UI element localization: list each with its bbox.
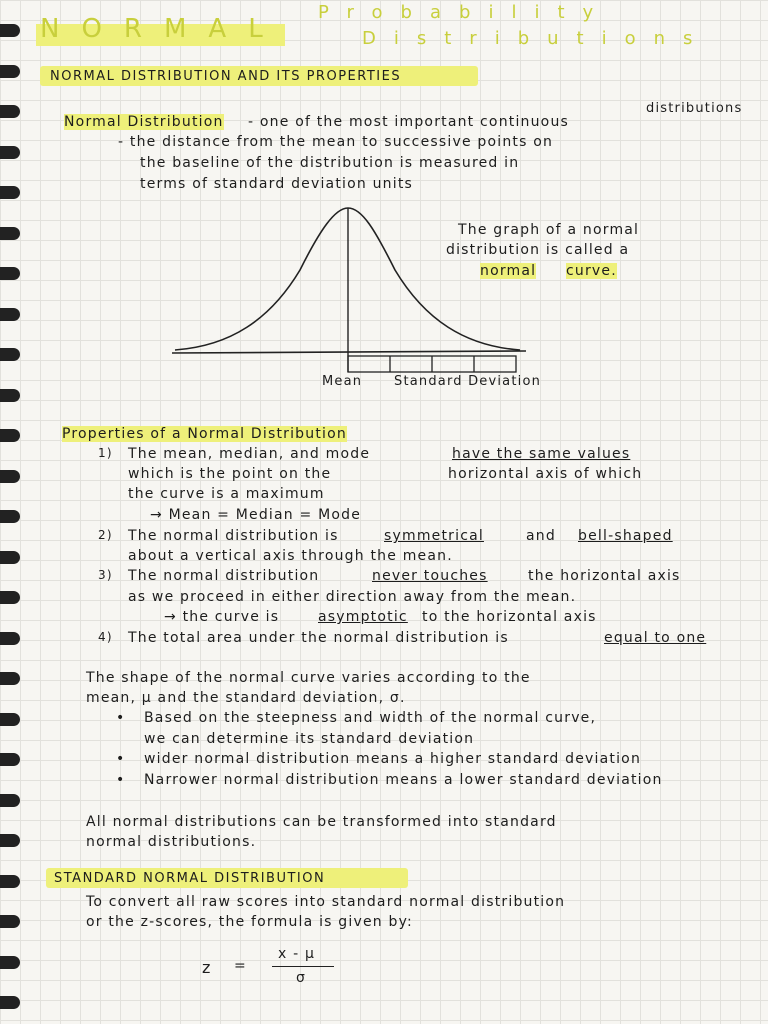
formula-equals: =: [234, 958, 247, 974]
spiral-ring: [0, 996, 20, 1009]
property-3-line3c: to the horizontal axis: [422, 609, 597, 625]
property-1-line2a: which is the point on the: [128, 466, 332, 482]
spiral-ring: [0, 834, 20, 847]
property-3-line1b: never touches: [372, 568, 488, 584]
graph-note-curve: curve.: [566, 263, 617, 279]
property-2-line2: about a vertical axis through the mean.: [128, 548, 453, 564]
property-1-line1b: have the same values: [452, 446, 631, 462]
spiral-ring: [0, 632, 20, 645]
shape-line1: The shape of the normal curve varies according to the: [86, 670, 531, 686]
formula-fraction-bar: [272, 966, 334, 967]
spiral-ring: [0, 713, 20, 726]
spiral-ring: [0, 551, 20, 564]
definition-line4: terms of standard deviation units: [140, 176, 414, 192]
property-4-line1b: equal to one: [604, 630, 707, 646]
formula-z: z: [202, 958, 212, 977]
page-title-distributions: Distributions: [362, 28, 711, 49]
spiral-ring: [0, 510, 20, 523]
spiral-ring: [0, 753, 20, 766]
property-2-line1a: The normal distribution is: [128, 528, 339, 544]
shape-line2: mean, μ and the standard deviation, σ.: [86, 690, 406, 706]
property-4-line1a: The total area under the normal distribution is: [128, 630, 509, 646]
property-3-line2: as we proceed in either direction away from the mean.: [128, 589, 577, 605]
spiral-ring: [0, 227, 20, 240]
spiral-ring: [0, 24, 20, 37]
formula-denominator: σ: [296, 970, 307, 986]
section-heading-standard-normal: STANDARD NORMAL DISTRIBUTION: [54, 871, 326, 886]
curve-label-sd: Standard Deviation: [394, 374, 542, 389]
page-title-normal: NORMAL: [40, 14, 285, 44]
convert-line2: or the z-scores, the formula is given by:: [86, 914, 413, 930]
spiral-ring: [0, 672, 20, 685]
property-1-line1a: The mean, median, and mode: [128, 446, 371, 462]
spiral-ring: [0, 794, 20, 807]
formula-numerator: x - μ: [278, 946, 316, 962]
graph-note-normal: normal: [480, 263, 537, 279]
curve-label-mean: Mean: [322, 374, 363, 389]
property-1-line4: → Mean = Median = Mode: [150, 507, 362, 523]
property-3-line3b: asymptotic: [318, 609, 408, 625]
convert-line1: To convert all raw scores into standard normal distribution: [86, 894, 566, 910]
definition-term: Normal Distribution: [64, 114, 224, 130]
shape-bullet2-dot: •: [116, 751, 126, 767]
property-3-line1a: The normal distribution: [128, 568, 320, 584]
shape-bullet3: Narrower normal distribution means a lower standard deviation: [144, 772, 663, 788]
property-2-line1b: symmetrical: [384, 528, 484, 544]
property-2-number: 2): [98, 528, 113, 542]
property-3-number: 3): [98, 568, 113, 582]
definition-line1: - one of the most important continuous: [248, 114, 570, 130]
properties-heading: Properties of a Normal Distribution: [62, 426, 347, 442]
property-3-line1c: the horizontal axis: [528, 568, 681, 584]
spiral-ring: [0, 186, 20, 199]
transform-line1: All normal distributions can be transformed into standard: [86, 814, 557, 830]
shape-bullet2: wider normal distribution means a higher standard deviation: [144, 751, 642, 767]
shape-bullet1-a: Based on the steepness and width of the normal curve,: [144, 710, 597, 726]
spiral-ring: [0, 875, 20, 888]
shape-bullet1-b: we can determine its standard deviation: [144, 731, 475, 747]
spiral-ring: [0, 470, 20, 483]
baseline-axis: [172, 351, 526, 353]
spiral-ring: [0, 915, 20, 928]
shape-bullet1-dot: •: [116, 710, 126, 726]
property-1-line2b: horizontal axis of which: [448, 466, 643, 482]
section-heading-properties: NORMAL DISTRIBUTION AND ITS PROPERTIES: [50, 69, 402, 84]
spiral-ring: [0, 65, 20, 78]
spiral-ring: [0, 389, 20, 402]
spiral-ring: [0, 956, 20, 969]
spiral-ring: [0, 105, 20, 118]
property-1-line3: the curve is a maximum: [128, 486, 325, 502]
property-1-number: 1): [98, 446, 113, 460]
spiral-ring: [0, 267, 20, 280]
transform-line2: normal distributions.: [86, 834, 257, 850]
property-3-line3a: → the curve is: [164, 609, 280, 625]
spiral-binding: [0, 0, 22, 1024]
graph-note-line2: distribution is called a: [446, 242, 630, 258]
definition-line1b: distributions: [646, 101, 743, 116]
page-title-probability: Probability: [318, 2, 612, 23]
spiral-ring: [0, 591, 20, 604]
property-4-number: 4): [98, 630, 113, 644]
spiral-ring: [0, 146, 20, 159]
bell-curve-figure: [160, 200, 540, 375]
definition-line2: - the distance from the mean to successive points on: [118, 134, 554, 150]
definition-line3: the baseline of the distribution is measured in: [140, 155, 520, 171]
spiral-ring: [0, 308, 20, 321]
shape-bullet3-dot: •: [116, 772, 126, 788]
spiral-ring: [0, 429, 20, 442]
property-2-line1c: and: [526, 528, 556, 544]
property-2-line1d: bell-shaped: [578, 528, 673, 544]
spiral-ring: [0, 348, 20, 361]
graph-note-line1: The graph of a normal: [458, 222, 640, 238]
